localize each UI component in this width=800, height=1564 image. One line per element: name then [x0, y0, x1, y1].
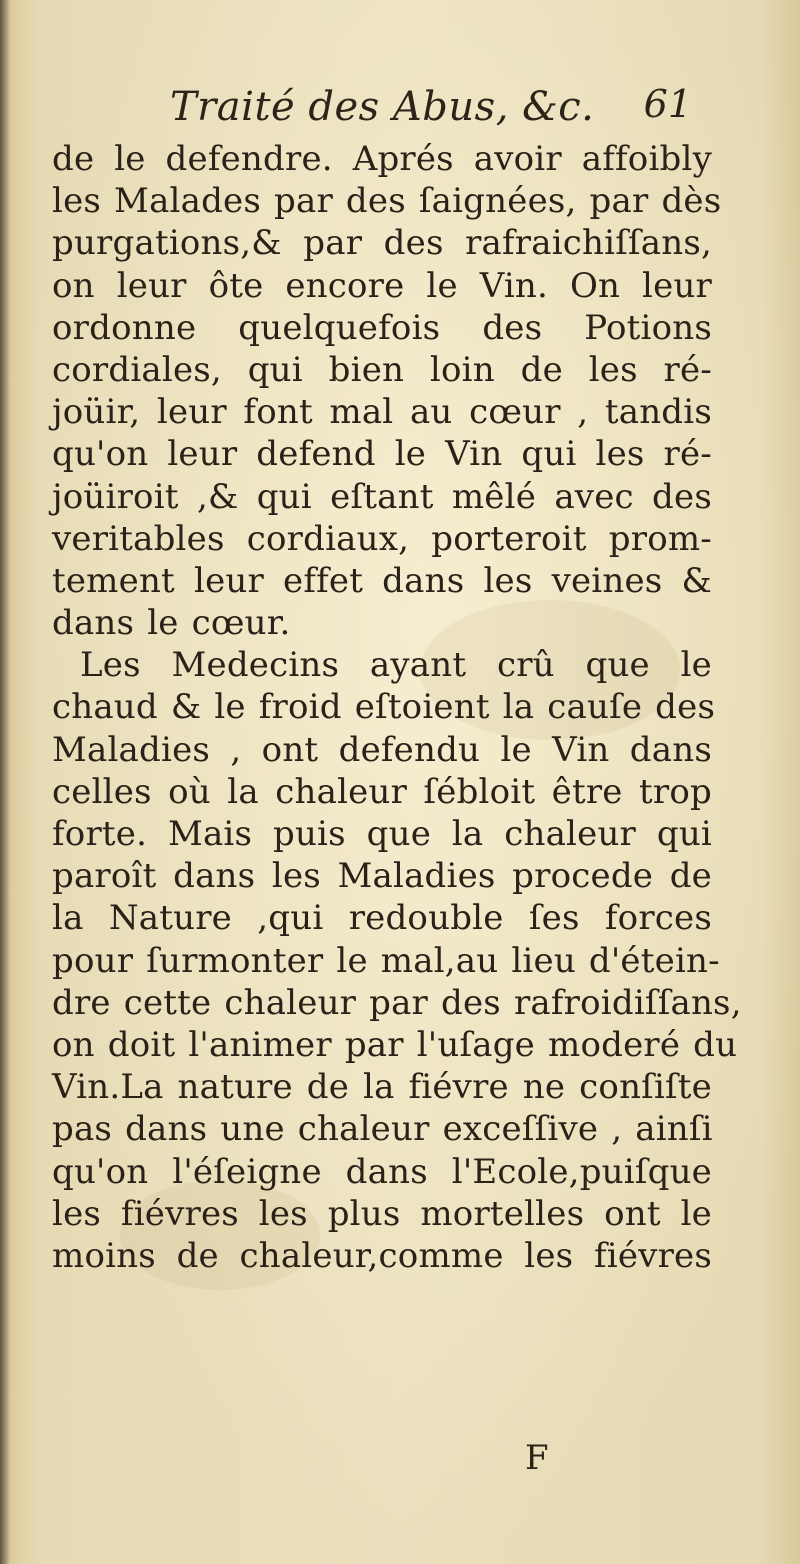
text-line: Vin.La nature de la fiévre ne conſiſte	[52, 1067, 712, 1108]
text-line: celles où la chaleur ſébloit être trop	[52, 771, 712, 812]
signature-mark: F	[525, 1438, 549, 1478]
page-spine-edge	[0, 0, 10, 1564]
text-line: joüiroit ,& qui eſtant mêlé avec des	[52, 476, 712, 517]
text-line: on doit l'animer par l'uſage moderé du	[52, 1024, 738, 1065]
text-line: moins de chaleur,comme les fiévres	[52, 1235, 712, 1276]
running-head-title: Traité des Abus, &c.	[170, 84, 595, 130]
text-line: tement leur effet dans les veines &	[52, 560, 712, 601]
text-line: les Malades par des ſaignées, par dès	[52, 181, 722, 222]
text-line: ordonne quelquefois des Potions	[52, 307, 712, 348]
text-line: joüir, leur font mal au cœur , tandis	[52, 392, 712, 433]
text-line: pas dans une chaleur exceſſive , ainſi	[52, 1109, 713, 1150]
text-line: les fiévres les plus mortelles ont le	[52, 1193, 712, 1234]
text-line: qu'on l'éſeigne dans l'Ecole,puiſque	[52, 1151, 712, 1192]
text-line: veritables cordiaux, porteroit prom-	[52, 518, 712, 559]
text-line: dans le cœur.	[52, 603, 291, 644]
text-line: paroît dans les Maladies procede de	[52, 856, 712, 897]
text-line: Maladies , ont defendu le Vin dans	[52, 729, 712, 770]
text-line: la Nature ,qui redouble ſes forces	[52, 898, 712, 939]
page-number: 61	[643, 82, 692, 126]
body-text	[52, 138, 742, 1277]
text-line: de le defendre. Aprés avoir affoibly	[52, 139, 712, 179]
paragraph-start-line: Les Medecins ayant crû que le	[80, 645, 712, 686]
text-line: cordiales, qui bien loin de les ré-	[52, 349, 712, 390]
text-line: pour ſurmonter le mal,au lieu d'étein-	[52, 940, 720, 981]
text-line: chaud & le froid eſtoient la cauſe des	[52, 687, 716, 728]
text-line: forte. Mais puis que la chaleur qui	[52, 814, 712, 854]
text-line: dre cette chaleur par des rafroidiſſans,	[52, 982, 742, 1023]
text-line: on leur ôte encore le Vin. On leur	[52, 265, 712, 306]
text-line: purgations,& par des rafraichiſſans,	[52, 223, 712, 264]
text-line: qu'on leur defend le Vin qui les ré-	[52, 434, 712, 475]
running-head	[52, 82, 692, 142]
